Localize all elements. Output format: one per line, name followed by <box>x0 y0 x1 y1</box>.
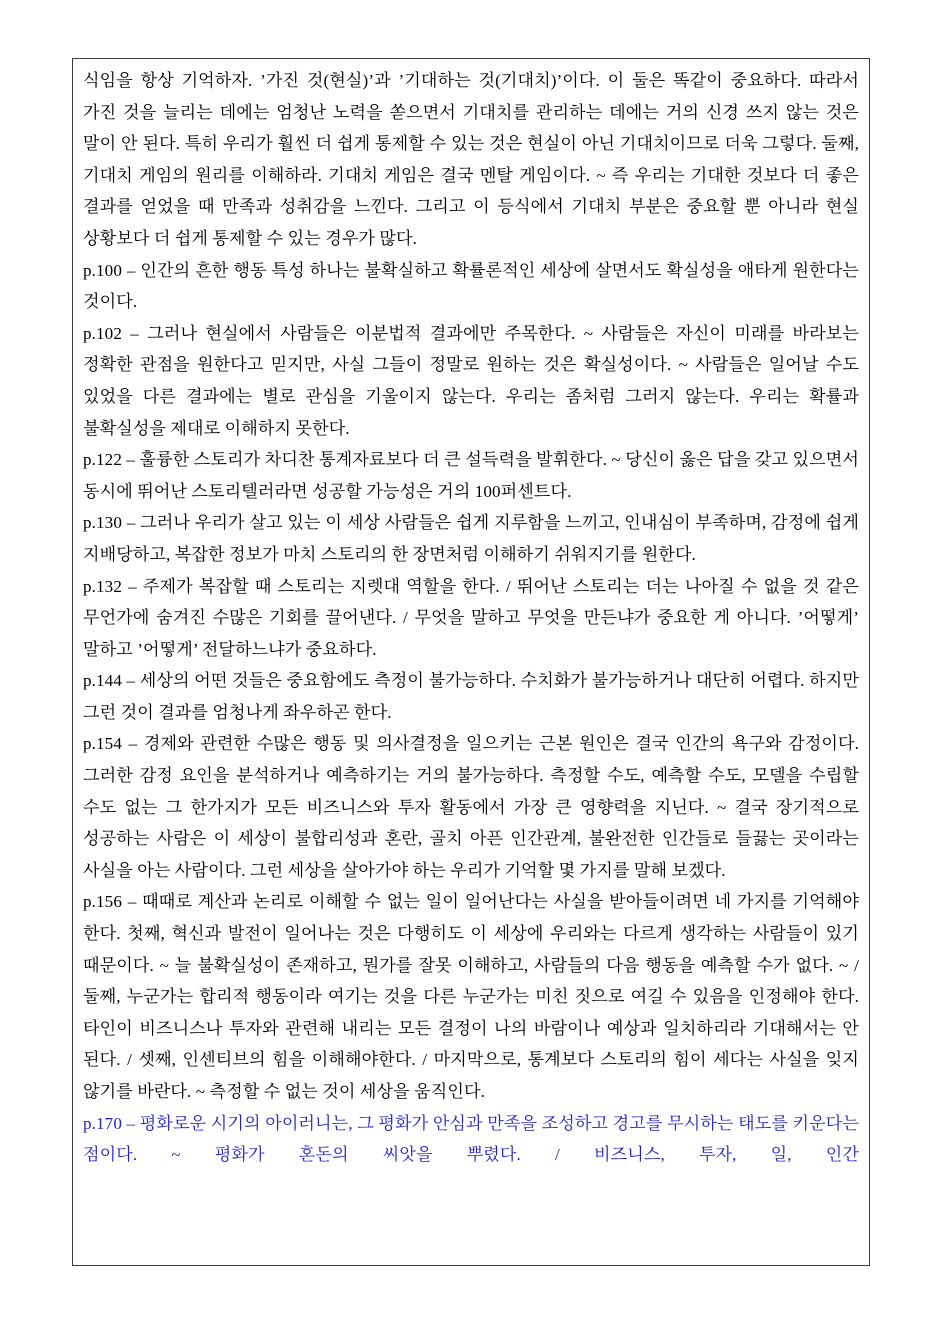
paragraph-p130: p.130 – 그러나 우리가 살고 있는 이 세상 사람들은 쉽게 지루함을 느끼고, 인내심이 부족하며, 감정에 쉽게 지배당하고, 복잡한 정보가 마치 스토리의 한 장면처럼 이해하기 쉬워지기를 원한다. <box>83 513 859 564</box>
paragraph-p170: p.170 – 평화로운 시기의 아이러니는, 그 평화가 안심과 만족을 조성하고 경고를 무시하는 태도를 키운다는 점이다. ~ 평화가 혼돈의 씨앗을 뿌렸다. / 비즈니스, 투자, 일, 인간 <box>83 1113 859 1165</box>
paragraph-p132: p.132 – 주제가 복잡할 때 스토리는 지렛대 역할을 한다. / 뛰어난 스토리는 더는 나아질 수 없을 것 같은 무언가에 숨겨진 수많은 기회를 끌어낸다. / 무엇을 말하고 무엇을 만든냐가 중요한 게 아니다. ’어떻게’ 말하고 ’어떻게’ 전달하느냐가 중요하다. <box>83 576 859 659</box>
document-text-frame <box>72 58 870 1266</box>
paragraph-continued: 식임을 항상 기억하자. ’가진 것(현실)’과 ’기대하는 것(기대치)’이다. 이 둘은 똑같이 중요하다. 따라서 가진 것을 늘리는 데에는 엄청난 노력을 쏟으면서 기대치를 관리하는 데에는 거의 신경 쓰지 않는 것은 말이 안 된다. 특히 우리가 훨씬 더 쉽게 통제할 수 있는 것은 현실이 아닌 기대치이므로 더욱 그렇다. 둘째, 기대치 게임의 원리를 이해하라. 기대치 게임은 결국 멘탈 게임이다. ~ 즉 우리는 기대한 것보다 더 좋은 결과를 얻었을 때 만족과 성취감을 느낀다. 그리고 이 등식에서 기대치 부분은 중요할 뿐 아니라 현실 상황보다 더 쉽게 통제할 수 있는 경우가 많다. <box>83 71 859 248</box>
paragraph-p156: p.156 – 때때로 계산과 논리로 이해할 수 없는 일이 일어난다는 사실을 받아들이려면 네 가지를 기억해야 한다. 첫째, 혁신과 발전이 일어나는 것은 다행히도 이 세상에 우리와는 다르게 생각하는 사람들이 있기 때문이다. ~ 늘 불확실성이 존재하고, 뭔가를 잘못 이해하고, 사람들의 다음 행동을 예측할 수가 없다. ~ / 둘째, 누군가는 합리적 행동이라 여기는 것을 다른 누군가는 미친 짓으로 여길 수 있음을 인정해야 한다. 타인이 비즈니스나 투자와 관련해 내리는 모든 결정이 나의 바람이나 예상과 일치하리라 기대해서는 안 된다. / 셋째, 인센티브의 힘을 이해해야한다. / 마지막으로, 통계보다 스토리의 힘이 세다는 사실을 잊지 않기를 바란다. ~ 측정할 수 없는 것이 세상을 움직인다. <box>83 892 859 1101</box>
paragraph-p100: p.100 – 인간의 흔한 행동 특성 하나는 불확실하고 확률론적인 세상에 살면서도 확실성을 애타게 원한다는 것이다. <box>83 260 859 312</box>
document-body <box>73 59 869 1171</box>
paragraph-p122: p.122 – 훌륭한 스토리가 차디찬 통계자료보다 더 큰 설득력을 발휘한다. ~ 당신이 옳은 답을 갖고 있으면서 동시에 뛰어난 스토리텔러라면 성공할 가능성은 거의 100퍼센트다. <box>83 450 859 501</box>
paragraph-p102: p.102 – 그러나 현실에서 사람들은 이분법적 결과에만 주목한다. ~ 사람들은 자신이 미래를 바라보는 정확한 관점을 원한다고 믿지만, 사실 그들이 정말로 원하는 것은 확실성이다. ~ 사람들은 일어날 수도 있었을 다른 결과에는 별로 관심을 기울이지 않는다. 우리는 좀처럼 그러지 않는다. 우리는 확률과 불확실성을 제대로 이해하지 못한다. <box>83 323 859 438</box>
paragraph-p144: p.144 – 세상의 어떤 것들은 중요함에도 측정이 불가능하다. 수치화가 불가능하거나 대단히 어렵다. 하지만 그런 것이 결과를 엄청나게 좌우하곤 한다. <box>83 671 859 722</box>
paragraph-p154: p.154 – 경제와 관련한 수많은 행동 및 의사결정을 일으키는 근본 원인은 결국 인간의 욕구와 감정이다. 그러한 감정 요인을 분석하거나 예측하기는 거의 불가능하다. 측정할 수도, 예측할 수도, 모델을 수립할 수도 없는 그 한가지가 모든 비즈니스와 투자 활동에서 가장 큰 영향력을 지닌다. ~ 결국 장기적으로 성공하는 사람은 이 세상이 불합리성과 혼란, 골치 아픈 인간관계, 불완전한 인간들로 들끓는 곳이라는 사실을 아는 사람이다. 그런 세상을 살아가야 하는 우리가 기억할 몇 가지를 말해 보겠다. <box>83 734 859 880</box>
